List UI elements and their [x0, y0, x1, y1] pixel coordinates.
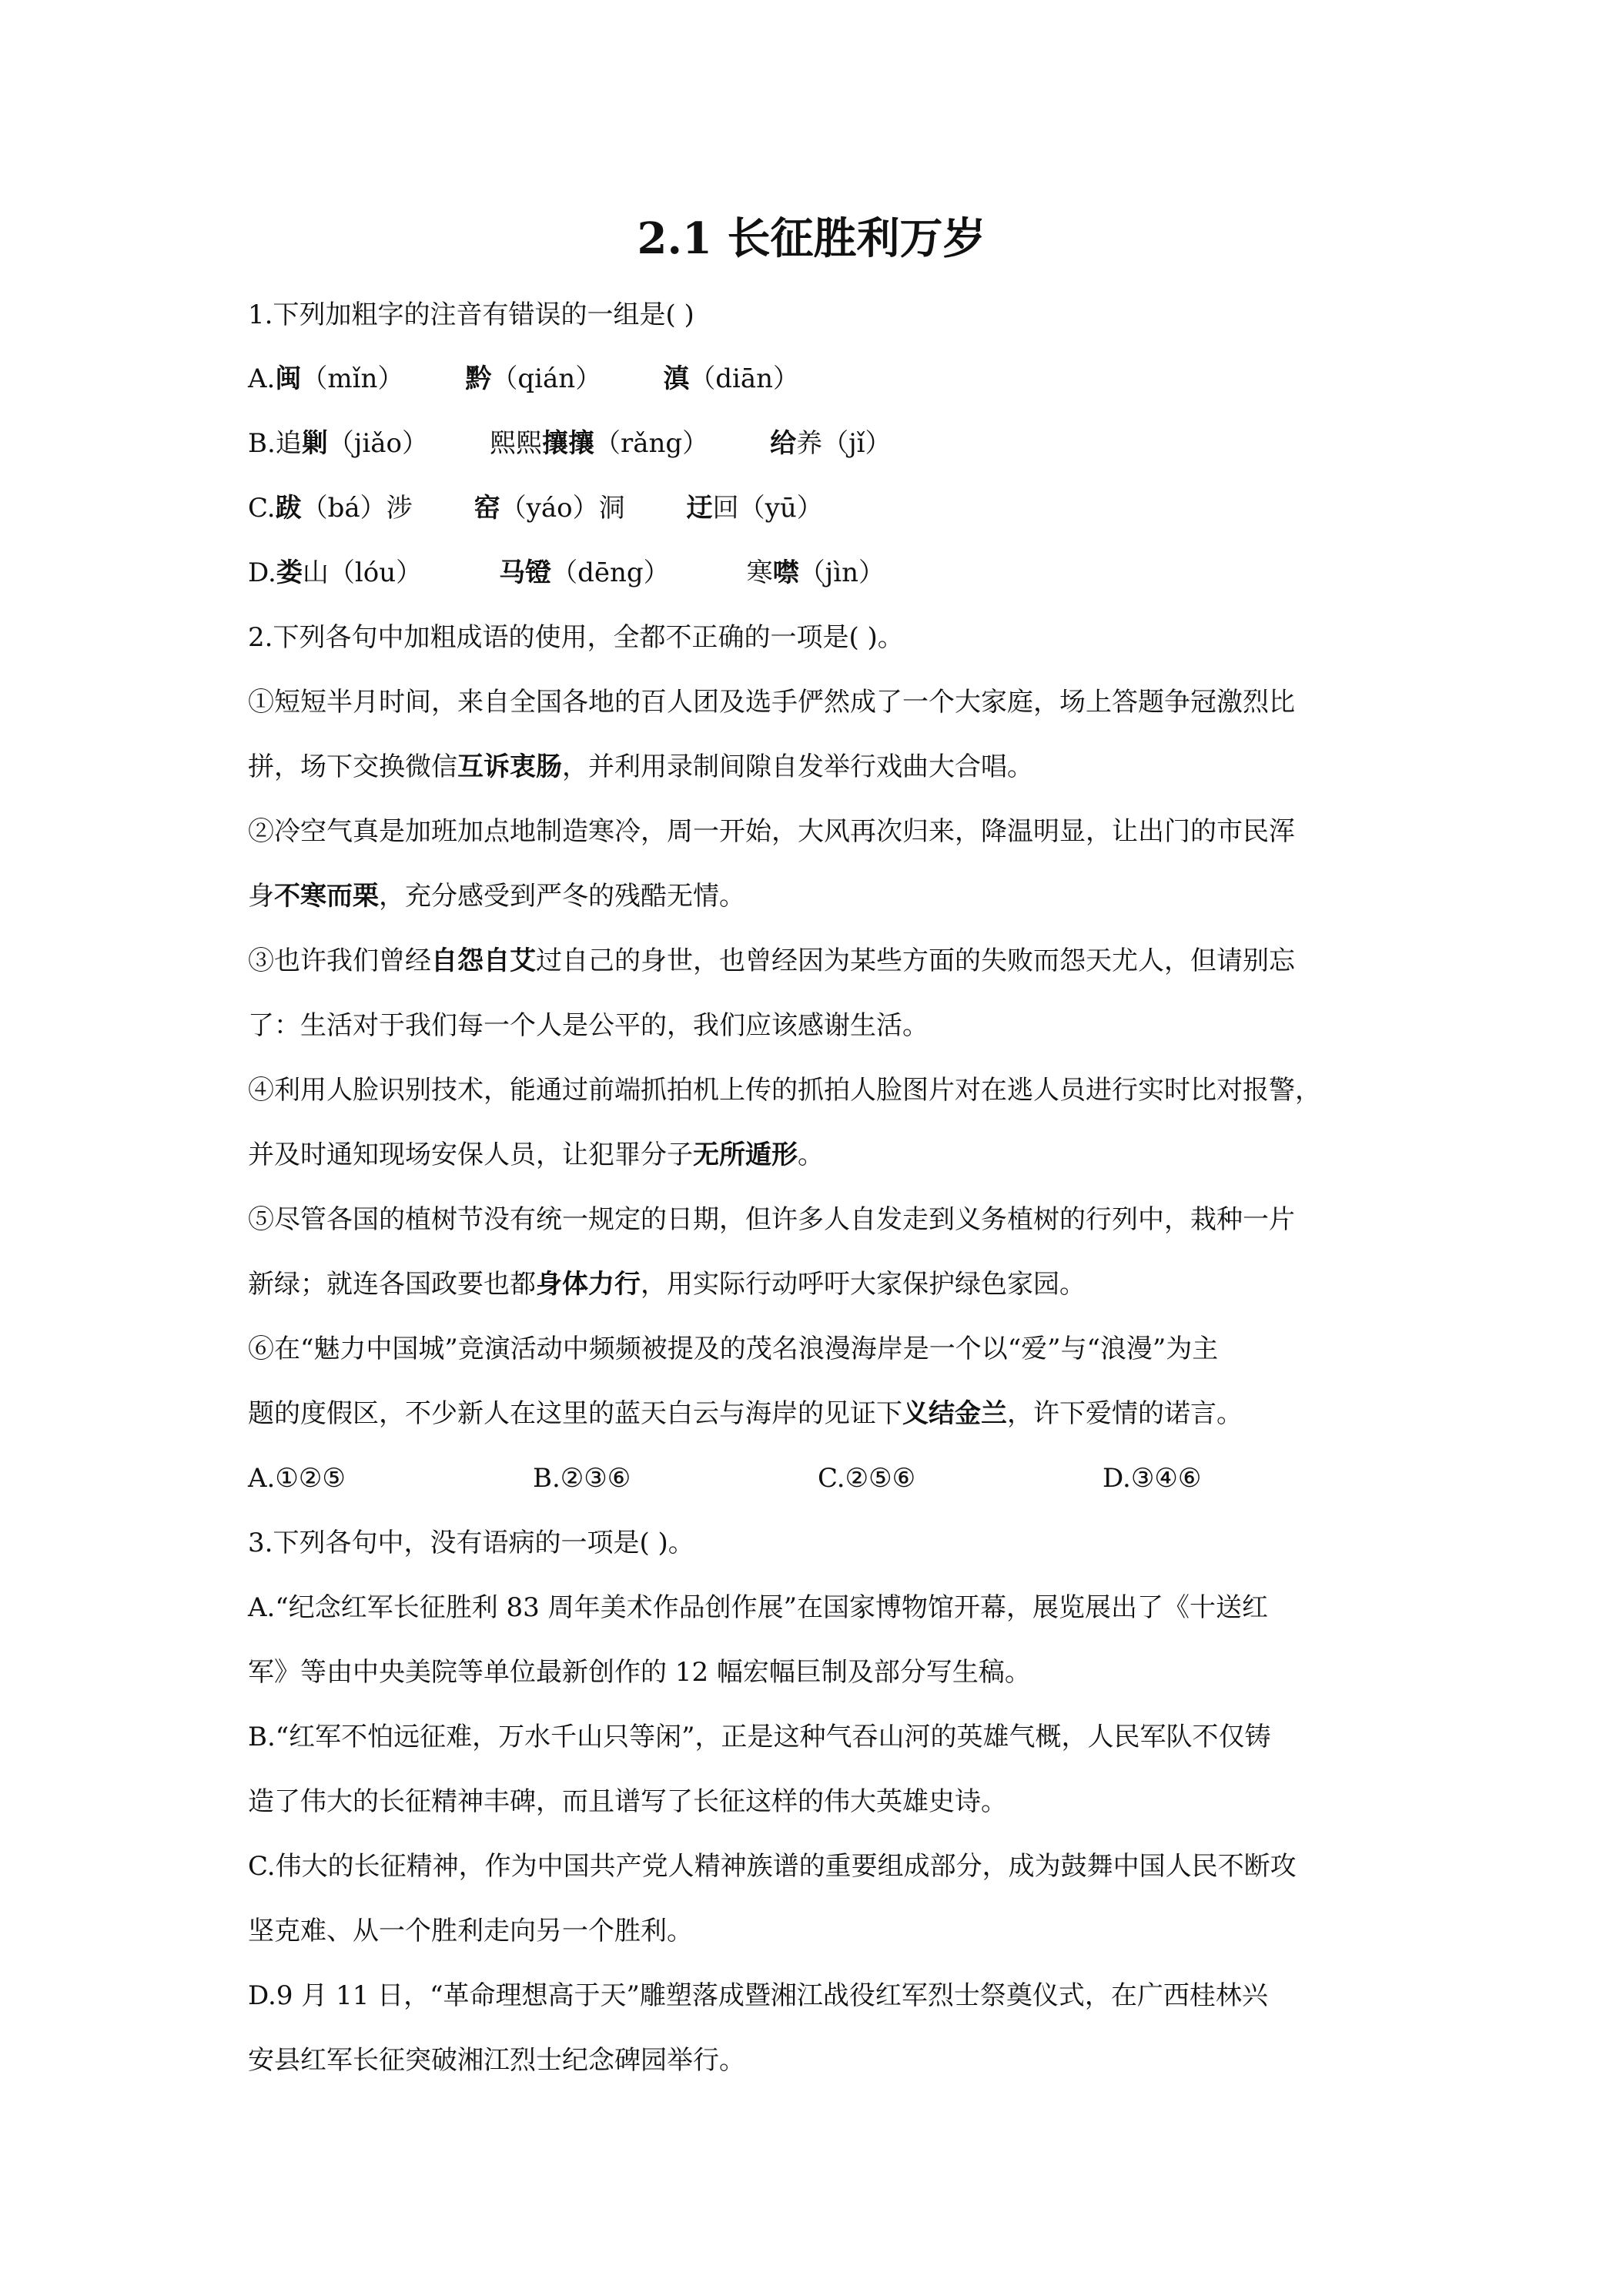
q1-d-prefix: D. — [248, 557, 276, 588]
q1-a-text-2: （qián） — [491, 363, 602, 394]
q2-s1-text-b: ，并利用录制间隙自发举行戏曲大合唱。 — [562, 751, 1033, 782]
q3-option-a-line-2: 军》等由中央美院等单位最新创作的 12 幅宏幅巨制及部分写生稿。 — [248, 1657, 1031, 1688]
q1-c-bold-3: 迂 — [686, 493, 713, 524]
q2-s4-idiom: 无所遁形 — [693, 1140, 798, 1170]
q1-b-text-3: （rǎng） — [594, 428, 709, 459]
q1-b-bold-2: 攘攘 — [541, 428, 594, 459]
q2-sentence-2-line-1: ②冷空气真是加班加点地制造寒冷，周一开始，大风再次归来，降温明显，让出门的市民浑 — [248, 816, 1295, 847]
q1-a-bold-3: 滇 — [663, 363, 690, 394]
q2-s3-idiom: 自怨自艾 — [431, 946, 536, 976]
q2-s3-text-a: ③也许我们曾经 — [248, 946, 431, 976]
q2-s5-text-a: 新绿；就连各国政要也都 — [248, 1269, 536, 1300]
q3-option-d-line-1: D.9 月 11 日，“革命理想高于天”雕塑落成暨湘江战役红军烈士祭奠仪式，在广西桂林兴 — [248, 1980, 1268, 2011]
q3-stem: 3.下列各句中，没有语病的一项是( )。 — [248, 1528, 694, 1558]
q1-c-text-2: （yáo）洞 — [500, 493, 625, 524]
q1-d-text-3: 寒 — [746, 557, 773, 588]
q1-d-bold-3: 噤 — [772, 557, 799, 588]
q2-s2-text-a: 身 — [248, 881, 274, 912]
q2-option-c: C.②⑤⑥ — [818, 1463, 916, 1494]
q1-c-bold-1: 跋 — [275, 493, 302, 524]
q2-s6-text-a: 题的度假区，不少新人在这里的蓝天白云与海岸的见证下 — [248, 1398, 902, 1429]
q1-c-prefix: C. — [248, 493, 276, 524]
q2-stem: 2.下列各句中加粗成语的使用，全都不正确的一项是( )。 — [248, 622, 904, 653]
q2-s2-idiom: 不寒而栗 — [274, 881, 379, 912]
q2-sentence-4-line-1: ④利用人脸识别技术，能通过前端抓拍机上传的抓拍人脸图片对在逃人员进行实时比对报警， — [248, 1075, 1321, 1106]
q1-c-bold-2: 窑 — [474, 493, 500, 524]
q3-option-a-line-1: A.“纪念红军长征胜利 83 周年美术作品创作展”在国家博物馆开幕，展览展出了《十送红 — [248, 1592, 1269, 1623]
q2-s2-text-b: ，充分感受到严冬的残酷无情。 — [379, 881, 745, 912]
q2-s6-text-b: ，许下爱情的诺言。 — [1007, 1398, 1243, 1429]
q2-sentence-4-line-2 — [248, 1136, 1387, 1173]
q2-s4-text-a: 并及时通知现场安保人员，让犯罪分子 — [248, 1140, 693, 1170]
q1-d-bold-1: 娄 — [276, 557, 303, 588]
q3-option-c-line-2: 坚克难、从一个胜利走向另一个胜利。 — [248, 1916, 693, 1946]
q1-c-text-1: （bá）涉 — [301, 493, 413, 524]
page-title: 2.1 长征胜利万岁 — [637, 213, 986, 264]
q2-s1-idiom: 互诉衷肠 — [457, 751, 562, 782]
q2-s1-text-a: 拼，场下交换微信 — [248, 751, 457, 782]
q1-d-text-2: （dēng） — [551, 557, 670, 588]
q2-sentence-2-line-2 — [248, 878, 1387, 915]
q1-b-text-4: 养（jǐ） — [796, 428, 892, 459]
q1-a-text-3: （diān） — [689, 363, 800, 394]
q1-d-text-1: 山（lóu） — [302, 557, 423, 588]
q2-s5-text-b: ，用实际行动呼吁大家保护绿色家园。 — [641, 1269, 1086, 1300]
q2-s3-text-b: 过自己的身世，也曾经因为某些方面的失败而怨天尤人，但请别忘 — [536, 946, 1295, 976]
q1-a-text-1: （mǐn） — [301, 363, 404, 394]
q2-sentence-3-line-2: 了：生活对于我们每一个人是公平的，我们应该感谢生活。 — [248, 1010, 929, 1041]
q1-a-bold-2: 黔 — [465, 363, 492, 394]
q2-s4-text-b: 。 — [798, 1140, 824, 1170]
q2-sentence-1-line-1: ①短短半月时间，来自全国各地的百人团及选手俨然成了一个大家庭，场上答题争冠激烈比 — [248, 687, 1295, 718]
q3-option-b-line-1: B.“红军不怕远征难，万水千山只等闲”，正是这种气吞山河的英雄气概，人民军队不仅铸 — [248, 1722, 1271, 1752]
q1-option-d — [248, 554, 1387, 591]
q2-s5-idiom: 身体力行 — [536, 1269, 641, 1300]
q1-b-bold-1: 剿 — [301, 428, 328, 459]
q3-option-b-line-2: 造了伟大的长征精神丰碑，而且谱写了长征这样的伟大英雄史诗。 — [248, 1786, 1007, 1817]
q1-a-bold-1: 闽 — [275, 363, 302, 394]
q2-sentence-1-line-2 — [248, 748, 1387, 785]
q1-stem: 1.下列加粗字的注音有错误的一组是( ) — [248, 300, 694, 330]
q2-sentence-3-line-1 — [248, 942, 1387, 979]
q2-options — [248, 1460, 1387, 1497]
q1-d-bold-2: 马镫 — [499, 557, 552, 588]
q1-option-a — [248, 360, 1387, 397]
q2-sentence-5-line-1: ⑤尽管各国的植树节没有统一规定的日期，但许多人自发走到义务植树的行列中，栽种一片 — [248, 1204, 1295, 1235]
q1-d-text-4: （jìn） — [798, 557, 885, 588]
q1-b-text-2: 熙熙 — [489, 428, 542, 459]
q1-a-prefix: A. — [248, 363, 276, 394]
q2-sentence-6-line-2 — [248, 1395, 1387, 1432]
q2-sentence-5-line-2 — [248, 1266, 1387, 1303]
q2-sentence-6-line-1: ⑥在“魅力中国城”竞演活动中频频被提及的茂名浪漫海岸是一个以“爱”与“浪漫”为主 — [248, 1334, 1219, 1364]
q3-option-d-line-2: 安县红军长征突破湘江烈士纪念碑园举行。 — [248, 2045, 745, 2076]
q1-b-prefix: B.追 — [248, 428, 302, 459]
q2-option-b: B.②③⑥ — [533, 1463, 631, 1494]
q1-b-text-1: （jiǎo） — [327, 428, 428, 459]
q2-option-d: D.③④⑥ — [1103, 1463, 1202, 1494]
q1-c-text-3: 回（yū） — [712, 493, 823, 524]
q1-option-b — [248, 425, 1387, 462]
q2-s6-idiom: 义结金兰 — [902, 1398, 1007, 1429]
q1-b-bold-3: 给 — [770, 428, 797, 459]
q2-option-a: A.①②⑤ — [248, 1463, 346, 1494]
q3-option-c-line-1: C.伟大的长征精神，作为中国共产党人精神族谱的重要组成部分，成为鼓舞中国人民不断攻 — [248, 1851, 1297, 1882]
q1-option-c — [248, 490, 1387, 527]
